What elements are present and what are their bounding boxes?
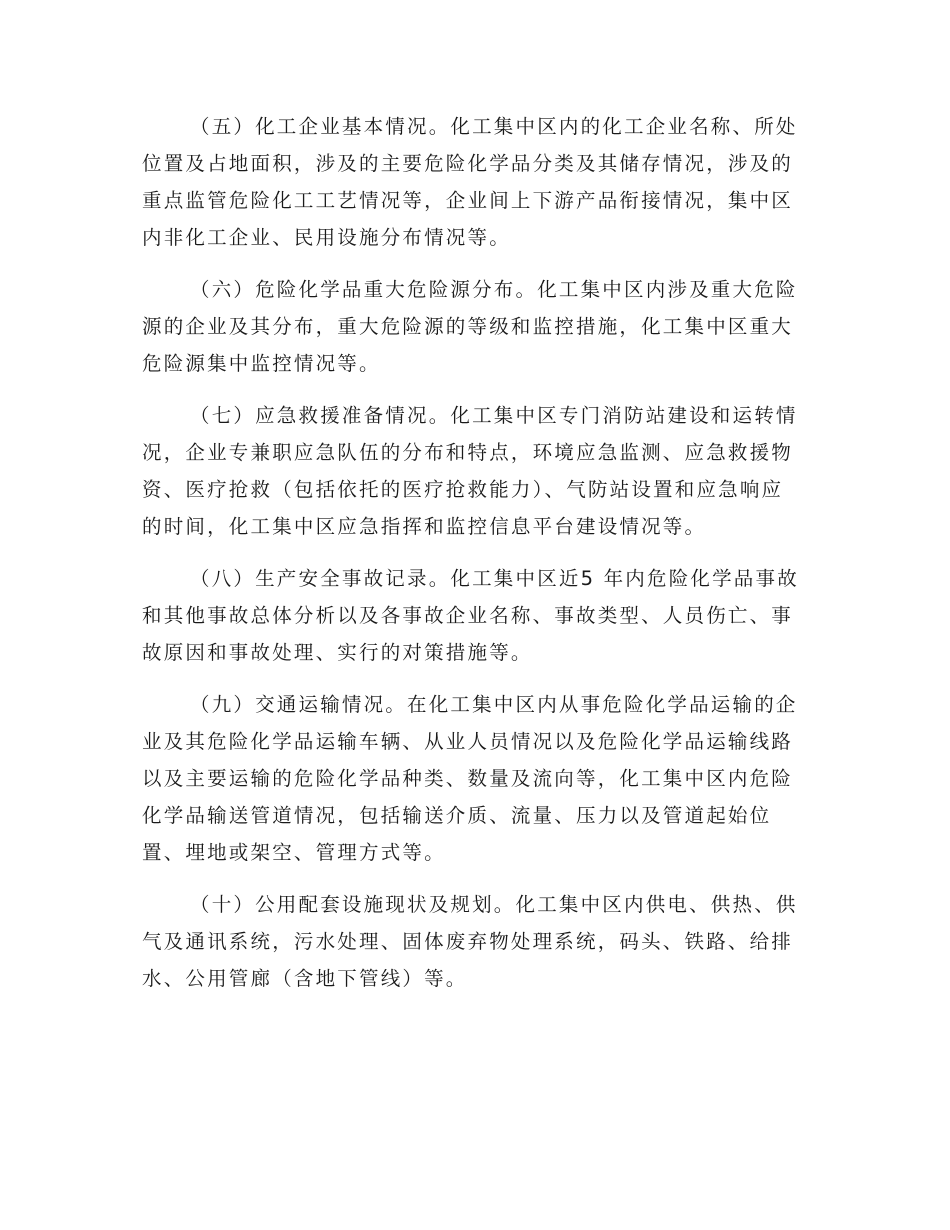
paragraph-line: 危险源集中监控情况等。	[142, 352, 381, 375]
paragraph-line: 重点监管危险化工工艺情况等，企业间上下游产品衔接情况，集中区	[142, 189, 794, 212]
paragraph-line: 化学品输送管道情况，包括输送介质、流量、压力以及管道起始位	[142, 804, 772, 827]
paragraph-line: （七）应急救援准备情况。化工集中区专门消防站建设和运转情	[190, 404, 798, 427]
paragraph-line: （八）生产安全事故记录。化工集中区近5 年内危险化学品事故	[190, 567, 799, 590]
paragraph-line: 以及主要运输的危险化学品种类、数量及流向等，化工集中区内危险	[142, 767, 794, 790]
paragraph-emergency-preparedness	[142, 397, 812, 545]
paragraph-line: （十）公用配套设施现状及规划。化工集中区内供电、供热、供	[190, 893, 798, 916]
paragraph-line: 的时间，化工集中区应急指挥和监控信息平台建设情况等。	[142, 515, 707, 538]
paragraph-line: 位置及占地面积，涉及的主要危险化学品分类及其储存情况，涉及的	[142, 152, 794, 175]
paragraph-line: 水、公用管廊（含地下管线）等。	[142, 967, 468, 990]
paragraph-line: 业及其危险化学品运输车辆、从业人员情况以及危险化学品运输线路	[142, 730, 794, 753]
paragraph-enterprise-basics	[142, 108, 812, 256]
paragraph-line: （九）交通运输情况。在化工集中区内从事危险化学品运输的企	[190, 693, 798, 716]
paragraph-line: 况，企业专兼职应急队伍的分布和特点，环境应急监测、应急救援物	[142, 441, 794, 464]
paragraph-line: 资、医疗抢救（包括依托的医疗抢救能力）、气防站设置和应急响应	[142, 478, 784, 501]
paragraph-line: 气及通讯系统，污水处理、固体废弃物处理系统，码头、铁路、给排	[142, 930, 794, 953]
paragraph-line: 和其他事故总体分析以及各事故企业名称、事故类型、人员伤亡、事	[142, 604, 794, 627]
paragraph-line: 内非化工企业、民用设施分布情况等。	[142, 226, 511, 249]
paragraph-line: （六）危险化学品重大危险源分布。化工集中区内涉及重大危险	[190, 278, 798, 301]
paragraph-line: 故原因和事故处理、实行的对策措施等。	[142, 641, 533, 664]
paragraph-public-facilities	[142, 886, 812, 997]
paragraph-major-hazard-distribution	[142, 271, 812, 382]
paragraph-line: （五）化工企业基本情况。化工集中区内的化工企业名称、所处	[190, 115, 798, 138]
paragraph-line: 源的企业及其分布，重大危险源的等级和监控措施，化工集中区重大	[142, 315, 794, 338]
paragraph-accident-records	[142, 560, 812, 671]
paragraph-transportation	[142, 686, 812, 871]
paragraph-line: 置、埋地或架空、管理方式等。	[142, 841, 446, 864]
